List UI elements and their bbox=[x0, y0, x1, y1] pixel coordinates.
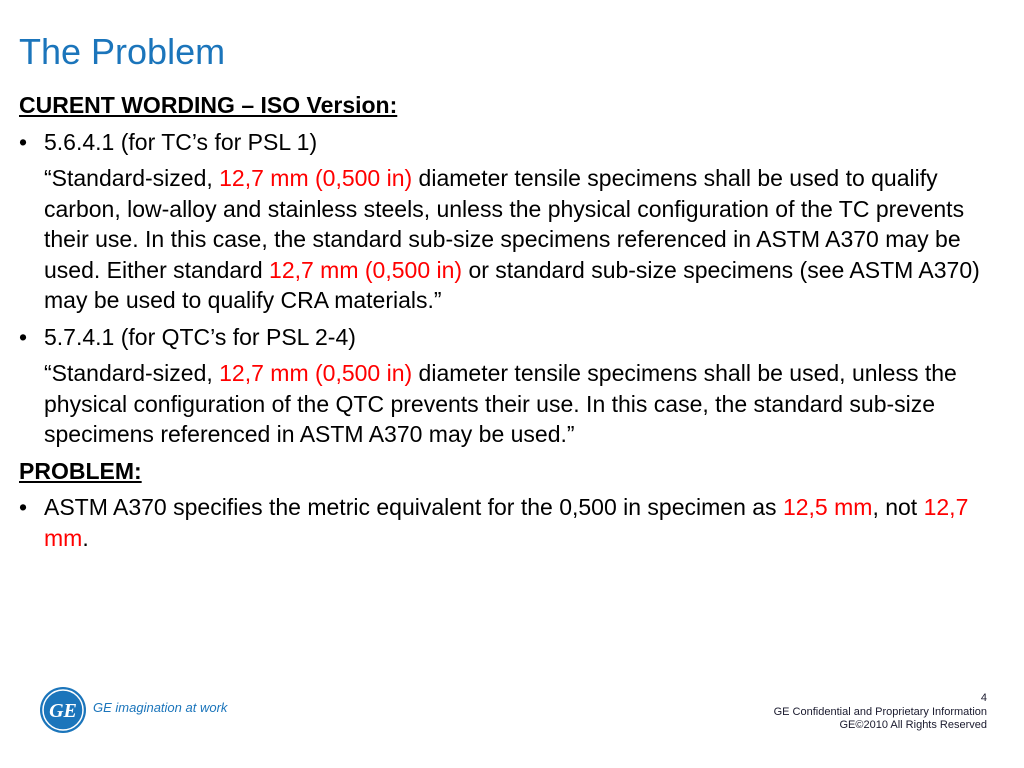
page-number: 4 bbox=[980, 692, 987, 704]
highlight-dimension: 12,7 mm (0,500 in) bbox=[219, 360, 413, 386]
bullet-dot: • bbox=[19, 128, 28, 155]
problem-heading: PROBLEM: bbox=[19, 457, 142, 484]
highlight-dimension: 12,7 mm bbox=[44, 494, 969, 551]
current-wording-heading: CURENT WORDING – ISO Version: bbox=[19, 92, 398, 118]
quote-text: or standard sub-size specimens (see ASTM A370) may be used to qualify CRA materials.” bbox=[44, 256, 980, 313]
problem-text: , not bbox=[872, 494, 924, 520]
confidential-notice: GE Confidential and Proprietary Information bbox=[773, 705, 987, 718]
bullet-item-problem bbox=[19, 492, 994, 553]
bullet-label: 5.6.4.1 (for TC’s for PSL 1) bbox=[44, 128, 318, 155]
footer-info bbox=[774, 692, 987, 733]
bullet-item-5641 bbox=[19, 127, 994, 158]
copyright-notice: GE©2010 All Rights Reserved bbox=[839, 719, 987, 731]
quote-text: diameter tensile specimens shall be used to qualify carbon, low-alloy and stainless steels, unless the physical configuration of the TC prevents their use. In this case, the standard sub-size specimens referenced in ASTM A370 may be used. Either standard bbox=[44, 165, 965, 283]
highlight-dimension: 12,5 mm bbox=[782, 494, 873, 520]
quote-5641 bbox=[19, 163, 994, 316]
quote-5741 bbox=[19, 358, 994, 450]
bullet-dot: • bbox=[19, 323, 28, 350]
bullet-dot: • bbox=[19, 494, 28, 520]
bullet-item-5741 bbox=[19, 322, 994, 353]
quote-text: “Standard-sized, bbox=[44, 360, 220, 386]
highlight-dimension: 12,7 mm (0,500 in) bbox=[269, 256, 463, 283]
highlight-dimension: 12,7 mm (0,500 in) bbox=[219, 165, 413, 191]
slide-title: The Problem bbox=[19, 31, 226, 72]
bullet-label: 5.7.4.1 (for QTC’s for PSL 2-4) bbox=[44, 323, 356, 350]
ge-logo-text: GE bbox=[49, 700, 77, 722]
ge-logo-icon bbox=[39, 686, 87, 734]
quote-text: “Standard-sized, bbox=[44, 165, 220, 191]
problem-text: . bbox=[82, 524, 89, 551]
footer-tagline: GE imagination at work bbox=[93, 700, 228, 715]
slide-body bbox=[19, 90, 994, 559]
problem-text: ASTM A370 specifies the metric equivalent for the 0,500 in specimen as bbox=[44, 494, 783, 520]
quote-text: diameter tensile specimens shall be used, unless the physical configuration of the QTC prevents their use. In this case, the standard sub-size specimens referenced in ASTM A370 may be used.” bbox=[44, 360, 957, 447]
